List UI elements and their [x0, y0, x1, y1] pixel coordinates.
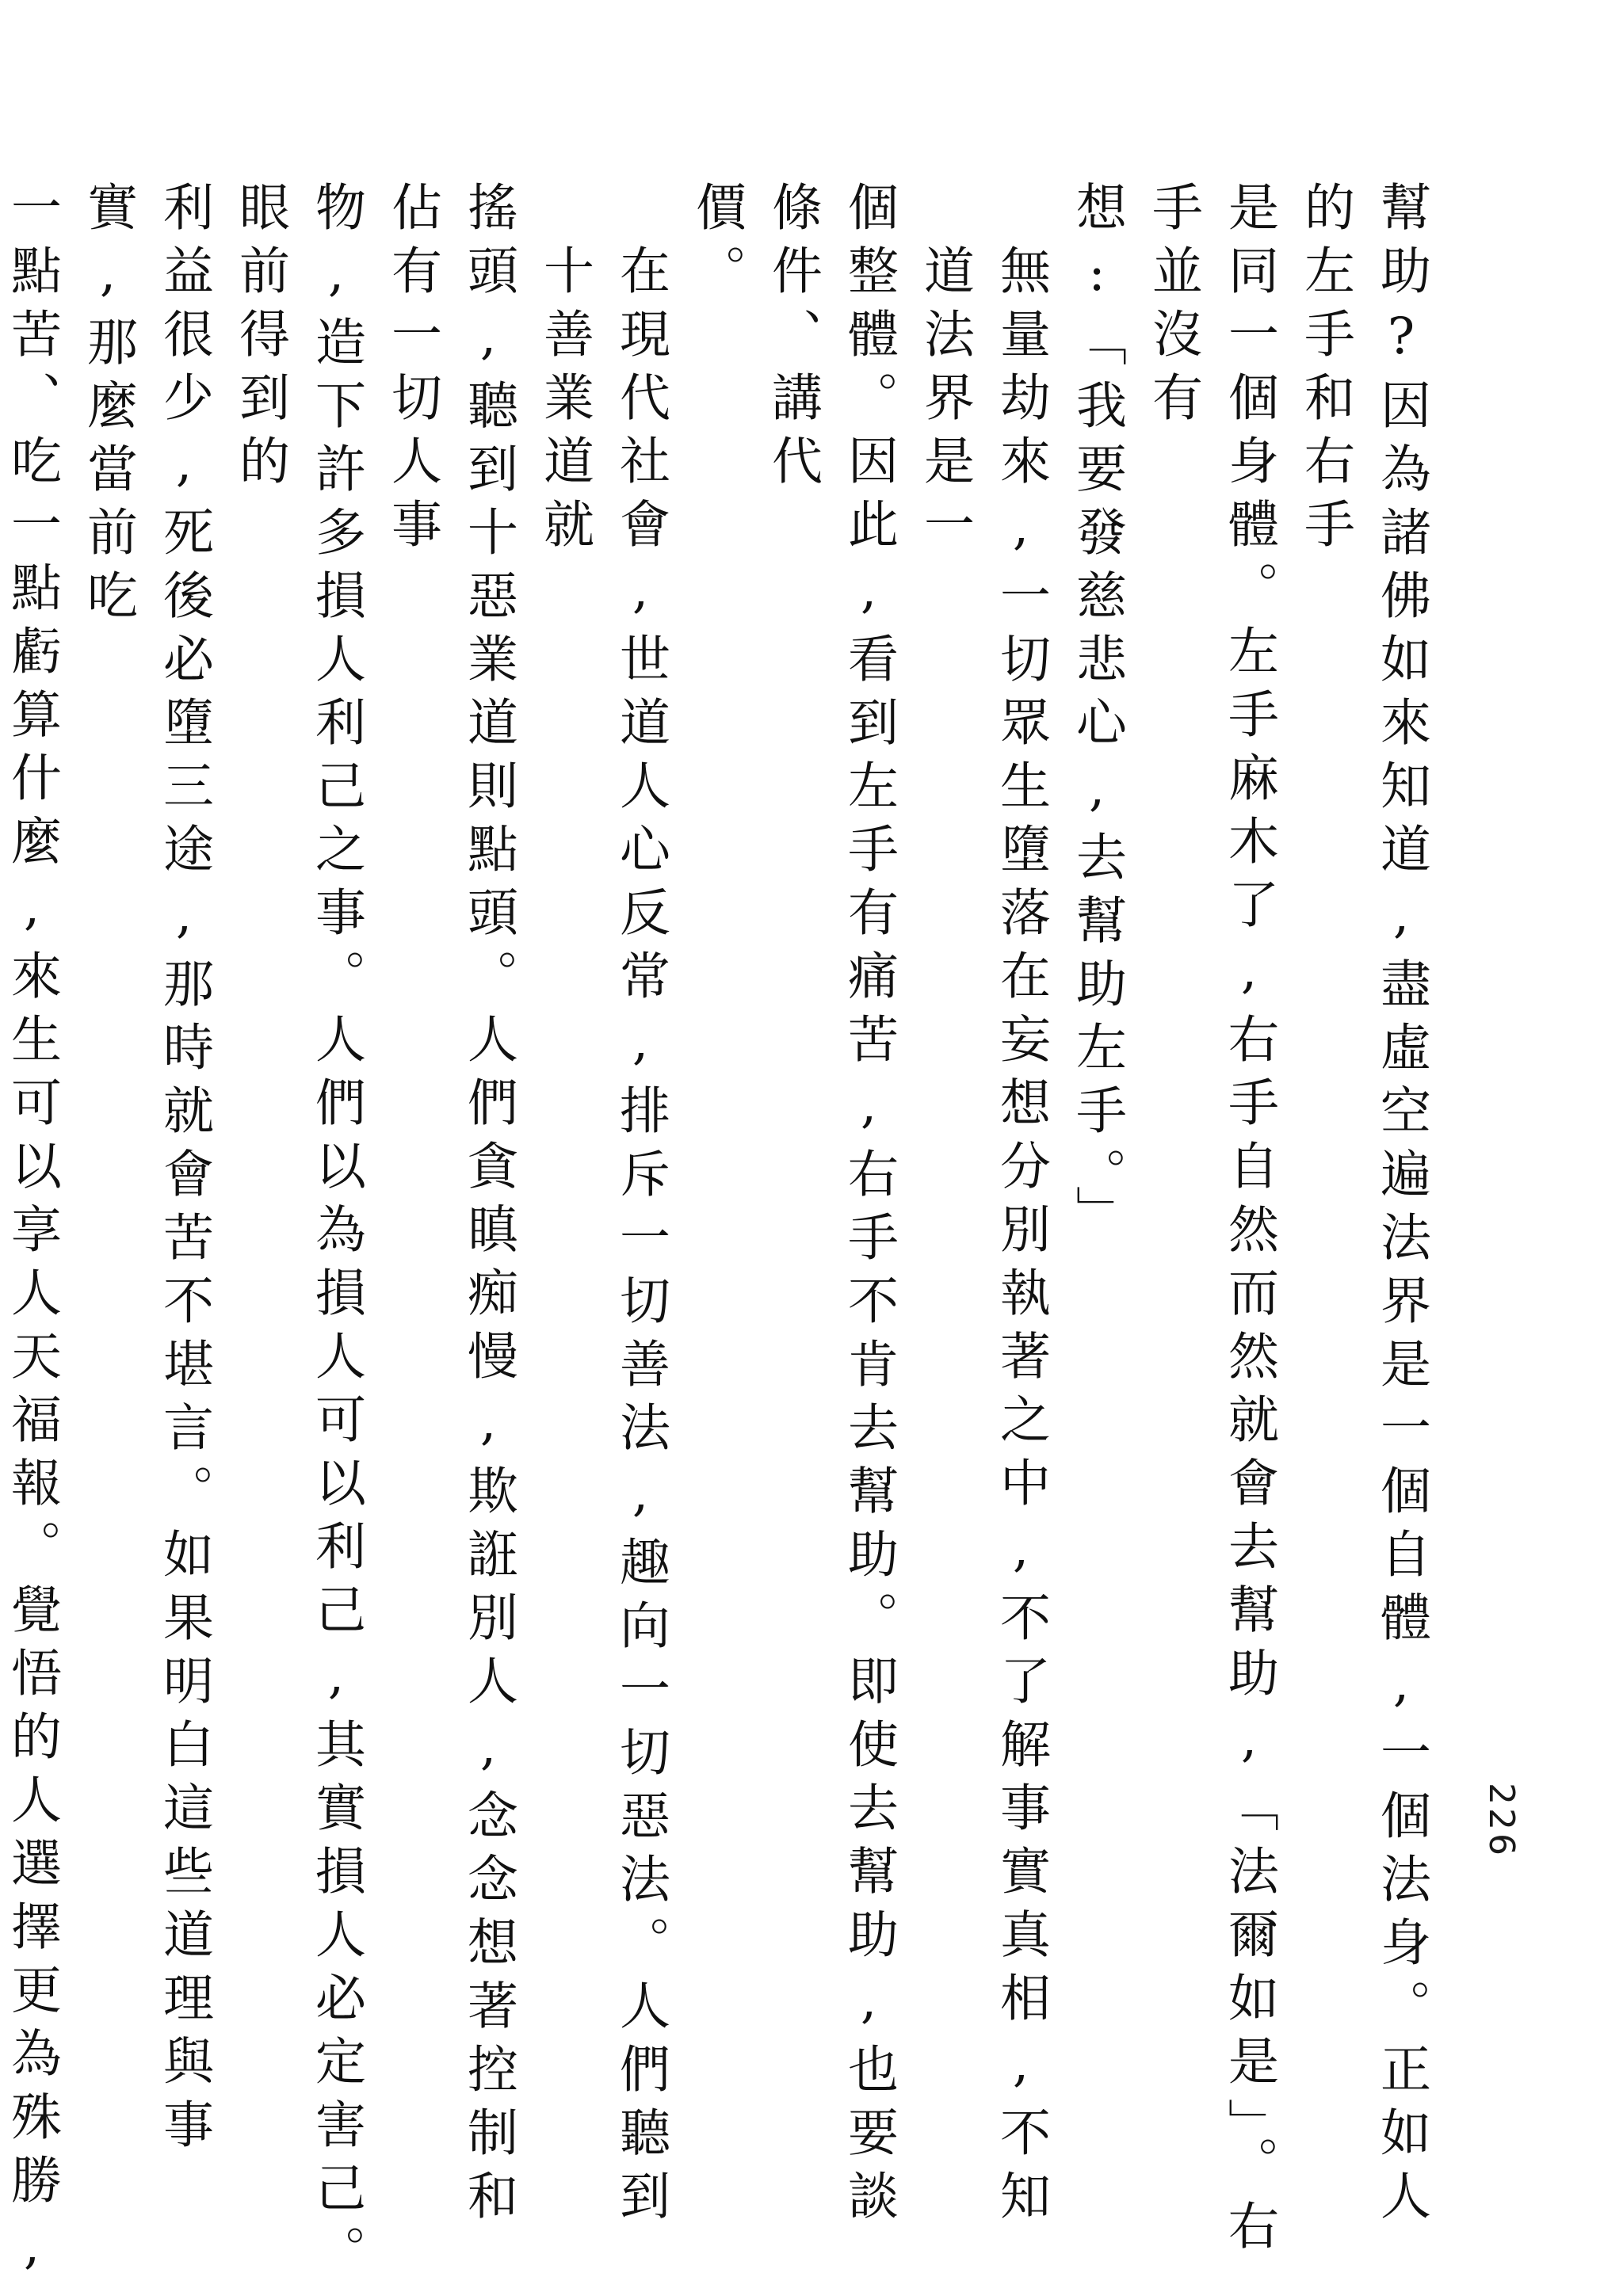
text-column: 在現代社會,世道人心反常,排斥一切善法,趣向一切惡法。人們聽到十善業道就 [535, 244, 670, 2233]
page-number: 226 [1481, 1783, 1522, 1859]
text-column: 搖頭,聽到十惡業道則點頭。人們貪瞋痴慢,欺誑別人,念念想著控制和佔有一切人事 [383, 181, 517, 2233]
text-column: 幫助?因為諸佛如來知道,盡虛空遍法界是一個自體,一個法身。正如人的左手和右手 [1296, 181, 1430, 2233]
text-column: 價。 [687, 181, 746, 307]
text-column: 利益很少,死後必墮三途,那時就會苦不堪言。如果明白這些道理與事實,那麼當前吃 [78, 181, 213, 2161]
text-column: 想:「我要發慈悲心,去幫助左手。」 [1067, 181, 1126, 1249]
text-column: 無量劫來,一切眾生墮落在妄想分別執著之中,不了解事實真相,不知道法界是一 [915, 244, 1050, 2233]
text-body [0, 181, 1439, 2288]
text-column: 是同一個身體。左手麻木了,右手自然而然就會去幫助,「法爾如是」。右手並沒有 [1144, 181, 1278, 2263]
text-column: 一點苦、吃一點虧算什麼,來生可以享人天福報。覺悟的人選擇更為殊勝, [2, 181, 61, 2288]
text-column: 物,造下許多損人利己之事。人們以為損人可以利己,其實損人必定害己。眼前得到的 [231, 181, 365, 2288]
text-column: 個整體。因此,看到左手有痛苦,右手不肯去幫助。即使去幫助,也要談條件、講代 [763, 181, 898, 2233]
